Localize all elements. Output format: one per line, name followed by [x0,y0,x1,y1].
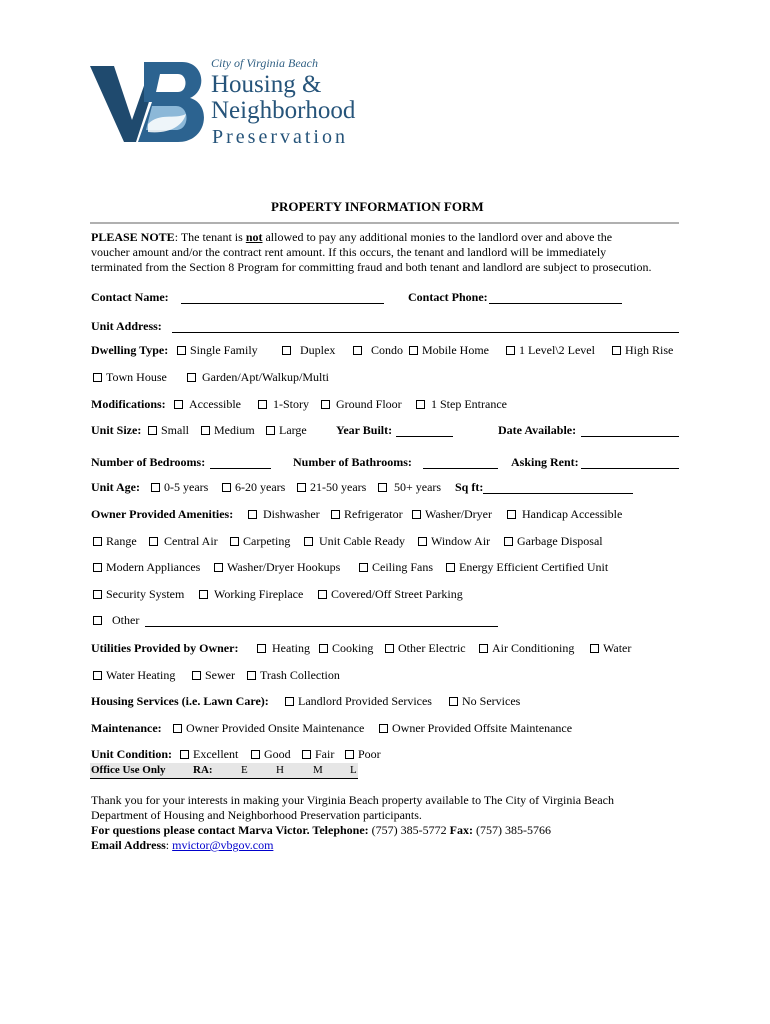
age-6-20[interactable] [222,480,285,495]
bedrooms-label: Number of Bedrooms: [91,455,206,469]
date-available-field[interactable] [581,424,679,437]
footer-email-link[interactable]: mvictor@vbgov.com [172,838,274,852]
checkbox[interactable] [507,510,516,519]
amen-washer-dryer[interactable] [412,507,492,522]
checkbox[interactable] [318,590,327,599]
option-label: Condo [371,343,404,357]
size-medium[interactable] [201,423,255,438]
checkbox[interactable] [418,537,427,546]
option-label: Carpeting [243,534,291,548]
dwelling-mobile-home[interactable] [409,343,489,358]
amen-dishwasher[interactable] [248,507,320,522]
util-water-heating[interactable] [93,668,175,683]
unit-address-field[interactable] [172,320,679,333]
size-small[interactable] [148,423,189,438]
office-m: M [313,764,323,776]
checkbox[interactable] [319,644,328,653]
mod-one-story[interactable] [258,397,309,412]
option-label: Washer/Dryer Hookups [227,560,341,574]
unit-address-label: Unit Address: [91,319,162,333]
checkbox[interactable] [248,510,257,519]
footer-fax: (757) 385-5766 [473,823,551,837]
checkbox[interactable] [93,671,102,680]
note-label: PLEASE NOTE [91,230,175,244]
cond-fair[interactable] [302,747,334,762]
asking-rent-field[interactable] [581,456,679,469]
office-e: E [241,764,248,776]
checkbox[interactable] [214,563,223,572]
option-label: Ceiling Fans [372,560,434,574]
checkbox[interactable] [266,426,275,435]
mod-ground-floor[interactable] [321,397,402,412]
option-label: Water [603,641,632,655]
checkbox[interactable] [192,671,201,680]
footer-email-line [91,838,273,853]
option-label: Single Family [190,343,258,357]
checkbox[interactable] [93,373,102,382]
checkbox[interactable] [230,537,239,546]
checkbox[interactable] [173,724,182,733]
year-built-field[interactable] [396,424,453,437]
option-label: Unit Cable Ready [319,534,405,548]
dwelling-single-family[interactable] [177,343,258,358]
dwelling-condo[interactable] [353,343,403,358]
date-available-label: Date Available: [498,423,577,437]
checkbox[interactable] [506,346,515,355]
checkbox[interactable] [412,510,421,519]
checkbox[interactable] [93,616,102,625]
option-label: 1-Story [273,397,309,411]
option-label: Working Fireplace [214,587,304,601]
logo-preservation-text: Preservation [212,126,348,148]
option-label: Washer/Dryer [425,507,493,521]
option-label: Good [264,747,291,761]
amen-garbage[interactable] [504,534,603,549]
checkbox[interactable] [199,590,208,599]
option-label: Heating [272,641,310,655]
option-label: Security System [106,587,185,601]
checkbox[interactable] [285,697,294,706]
amen-range[interactable] [93,534,137,549]
checkbox[interactable] [180,750,189,759]
logo-housing-text: Housing & [211,71,322,98]
office-h: H [276,764,284,776]
option-label: Excellent [193,747,239,761]
option-label: Range [106,534,137,548]
util-water[interactable] [590,641,631,656]
footer-phone: (757) 385-5772 [368,823,450,837]
age-50-plus[interactable] [378,480,441,495]
dwelling-duplex[interactable] [282,343,335,358]
option-label: Small [161,423,190,437]
amen-handicap[interactable] [507,507,622,522]
option-label: Energy Efficient Certified Unit [459,560,609,574]
checkbox[interactable] [446,563,455,572]
mod-step-entrance[interactable] [416,397,507,412]
checkbox[interactable] [379,724,388,733]
option-label: 50+ years [394,480,442,494]
logo-city-text: City of Virginia Beach [211,56,318,70]
checkbox[interactable] [282,346,291,355]
cond-good[interactable] [251,747,291,762]
checkbox[interactable] [612,346,621,355]
option-label: Garbage Disposal [517,534,603,548]
checkbox[interactable] [321,400,330,409]
option-label: High Rise [625,343,674,357]
option-label: Garden/Apt/Walkup/Multi [202,370,330,384]
office-use-label: Office Use Only [91,764,166,776]
dwelling-level[interactable] [506,343,595,358]
option-label: 6-20 years [235,480,286,494]
checkbox[interactable] [409,346,418,355]
util-heating[interactable] [257,641,310,656]
checkbox[interactable] [257,644,266,653]
option-label: Other [112,613,140,627]
amen-modern[interactable] [93,560,200,575]
amen-parking[interactable] [318,587,463,602]
checkbox[interactable] [93,590,102,599]
amen-window-air[interactable] [418,534,490,549]
util-trash[interactable] [247,668,340,683]
unit-condition-label: Unit Condition: [91,747,173,761]
option-label: Poor [358,747,381,761]
option-label: Town House [106,370,167,384]
amen-other[interactable] [93,613,139,628]
option-label: Trash Collection [260,668,340,682]
note-emphasis: not [245,230,263,244]
checkbox[interactable] [149,537,158,546]
bedrooms-field[interactable] [210,456,271,469]
amen-fireplace[interactable] [199,587,303,602]
option-label: Modern Appliances [106,560,201,574]
note-text-2: allowed to pay any additional monies to the landlord over and above the [262,230,613,244]
option-label: Owner Provided Offsite Maintenance [392,721,573,735]
checkbox[interactable] [174,400,183,409]
util-sewer[interactable] [192,668,235,683]
util-cooking[interactable] [319,641,373,656]
checkbox[interactable] [258,400,267,409]
age-0-5[interactable] [151,480,208,495]
option-label: Covered/Off Street Parking [331,587,463,601]
amen-refrigerator[interactable] [331,507,403,522]
dwelling-garden[interactable] [187,370,329,385]
checkbox[interactable] [416,400,425,409]
checkbox[interactable] [331,510,340,519]
checkbox[interactable] [345,750,354,759]
note-line-3: terminated from the Section 8 Program for committing fraud and both tenant and landlord are subject to prosecution. [91,260,652,274]
vb-logo-icon [86,54,214,150]
footer-email-sep: : [165,838,173,852]
asking-rent-label: Asking Rent: [511,455,579,469]
office-l: L [350,764,357,776]
sqft-label: Sq ft: [455,480,484,494]
amen-energy[interactable] [446,560,608,575]
option-label: 0-5 years [164,480,209,494]
maintenance-label: Maintenance: [91,721,162,735]
contact-name-label: Contact Name: [91,290,169,304]
checkbox[interactable] [590,644,599,653]
footer-email-label: Email Address [91,838,166,852]
amen-hookups[interactable] [214,560,340,575]
year-built-label: Year Built: [336,423,393,437]
form-title: PROPERTY INFORMATION FORM [271,199,484,214]
mod-accessible[interactable] [174,397,241,412]
service-none[interactable] [449,694,520,709]
option-label: No Services [462,694,521,708]
housing-services-label: Housing Services (i.e. Lawn Care): [91,694,269,708]
option-label: Mobile Home [422,343,489,357]
amen-other-field[interactable] [145,614,498,627]
checkbox[interactable] [378,483,387,492]
option-label: Air Conditioning [492,641,575,655]
checkbox[interactable] [187,373,196,382]
maint-onsite[interactable] [173,721,364,736]
logo-neighborhood-text: Neighborhood [211,97,356,124]
checkbox[interactable] [201,426,210,435]
option-label: Sewer [205,668,235,682]
amen-ceiling-fans[interactable] [359,560,433,575]
option-label: Fair [315,747,335,761]
checkbox[interactable] [93,563,102,572]
unit-size-label: Unit Size: [91,423,142,437]
footer-questions: For questions please contact Marva Victor. Telephone: [91,823,369,837]
checkbox[interactable] [297,483,306,492]
checkbox[interactable] [247,671,256,680]
dwelling-town-house[interactable] [93,370,167,385]
office-ra-label: RA: [193,764,213,776]
option-label: Cooking [332,641,374,655]
amen-security[interactable] [93,587,184,602]
option-label: Medium [214,423,255,437]
option-label: Handicap Accessible [522,507,623,521]
contact-name-field[interactable] [181,291,384,304]
option-label: Owner Provided Onsite Maintenance [186,721,365,735]
dwelling-type-row [91,343,168,358]
checkbox[interactable] [359,563,368,572]
checkbox[interactable] [151,483,160,492]
utilities-label: Utilities Provided by Owner: [91,641,239,655]
title-divider [90,222,679,224]
option-label: Window Air [431,534,491,548]
maint-offsite[interactable] [379,721,572,736]
bathrooms-label: Number of Bathrooms: [293,455,412,469]
cond-poor[interactable] [345,747,381,762]
option-label: 1 Step Entrance [431,397,507,411]
option-label: Dishwasher [263,507,320,521]
checkbox[interactable] [251,750,260,759]
option-label: 1 Level\2 Level [519,343,595,357]
amen-carpeting[interactable] [230,534,290,549]
option-label: Refrigerator [344,507,403,521]
sqft-field[interactable] [483,481,633,494]
checkbox[interactable] [504,537,513,546]
checkbox[interactable] [479,644,488,653]
checkbox[interactable] [93,537,102,546]
footer-line-2: Department of Housing and Neighborhood Preservation participants. [91,808,422,822]
note-text-1: : The tenant is [174,230,246,244]
footer-contact-line [91,823,551,838]
checkbox[interactable] [449,697,458,706]
option-label: Landlord Provided Services [298,694,432,708]
option-label: 21-50 years [310,480,367,494]
checkbox[interactable] [222,483,231,492]
note-line-1 [91,230,612,245]
dwelling-high-rise[interactable] [612,343,673,358]
option-label: Duplex [300,343,336,357]
option-label: Ground Floor [336,397,402,411]
service-landlord[interactable] [285,694,432,709]
util-other-electric[interactable] [385,641,466,656]
unit-age-label: Unit Age: [91,480,140,494]
contact-phone-field[interactable] [489,291,622,304]
footer-line-1: Thank you for your interests in making your Virginia Beach property available to The City of Virginia Beach [91,793,614,807]
checkbox[interactable] [385,644,394,653]
modifications-label: Modifications: [91,397,166,411]
amen-central-air[interactable] [149,534,218,549]
option-label: Water Heating [106,668,176,682]
option-label: Large [279,423,307,437]
footer-fax-label: Fax: [449,823,473,837]
checkbox[interactable] [353,346,362,355]
checkbox[interactable] [304,537,313,546]
amenities-label: Owner Provided Amenities: [91,507,234,521]
size-large[interactable] [266,423,307,438]
age-21-50[interactable] [297,480,366,495]
option-label: Other Electric [398,641,466,655]
dwelling-type-label: Dwelling Type: [91,343,169,357]
cond-excellent[interactable] [180,747,238,762]
checkbox[interactable] [148,426,157,435]
option-label: Central Air [164,534,218,548]
checkbox[interactable] [302,750,311,759]
util-ac[interactable] [479,641,574,656]
bathrooms-field[interactable] [423,456,498,469]
amen-unit-cable[interactable] [304,534,405,549]
contact-phone-label: Contact Phone: [408,290,488,304]
note-line-2: voucher amount and/or the contract rent amount. If this occurs, the tenant and landlord will be immediately [91,245,607,259]
checkbox[interactable] [177,346,186,355]
option-label: Accessible [189,397,241,411]
